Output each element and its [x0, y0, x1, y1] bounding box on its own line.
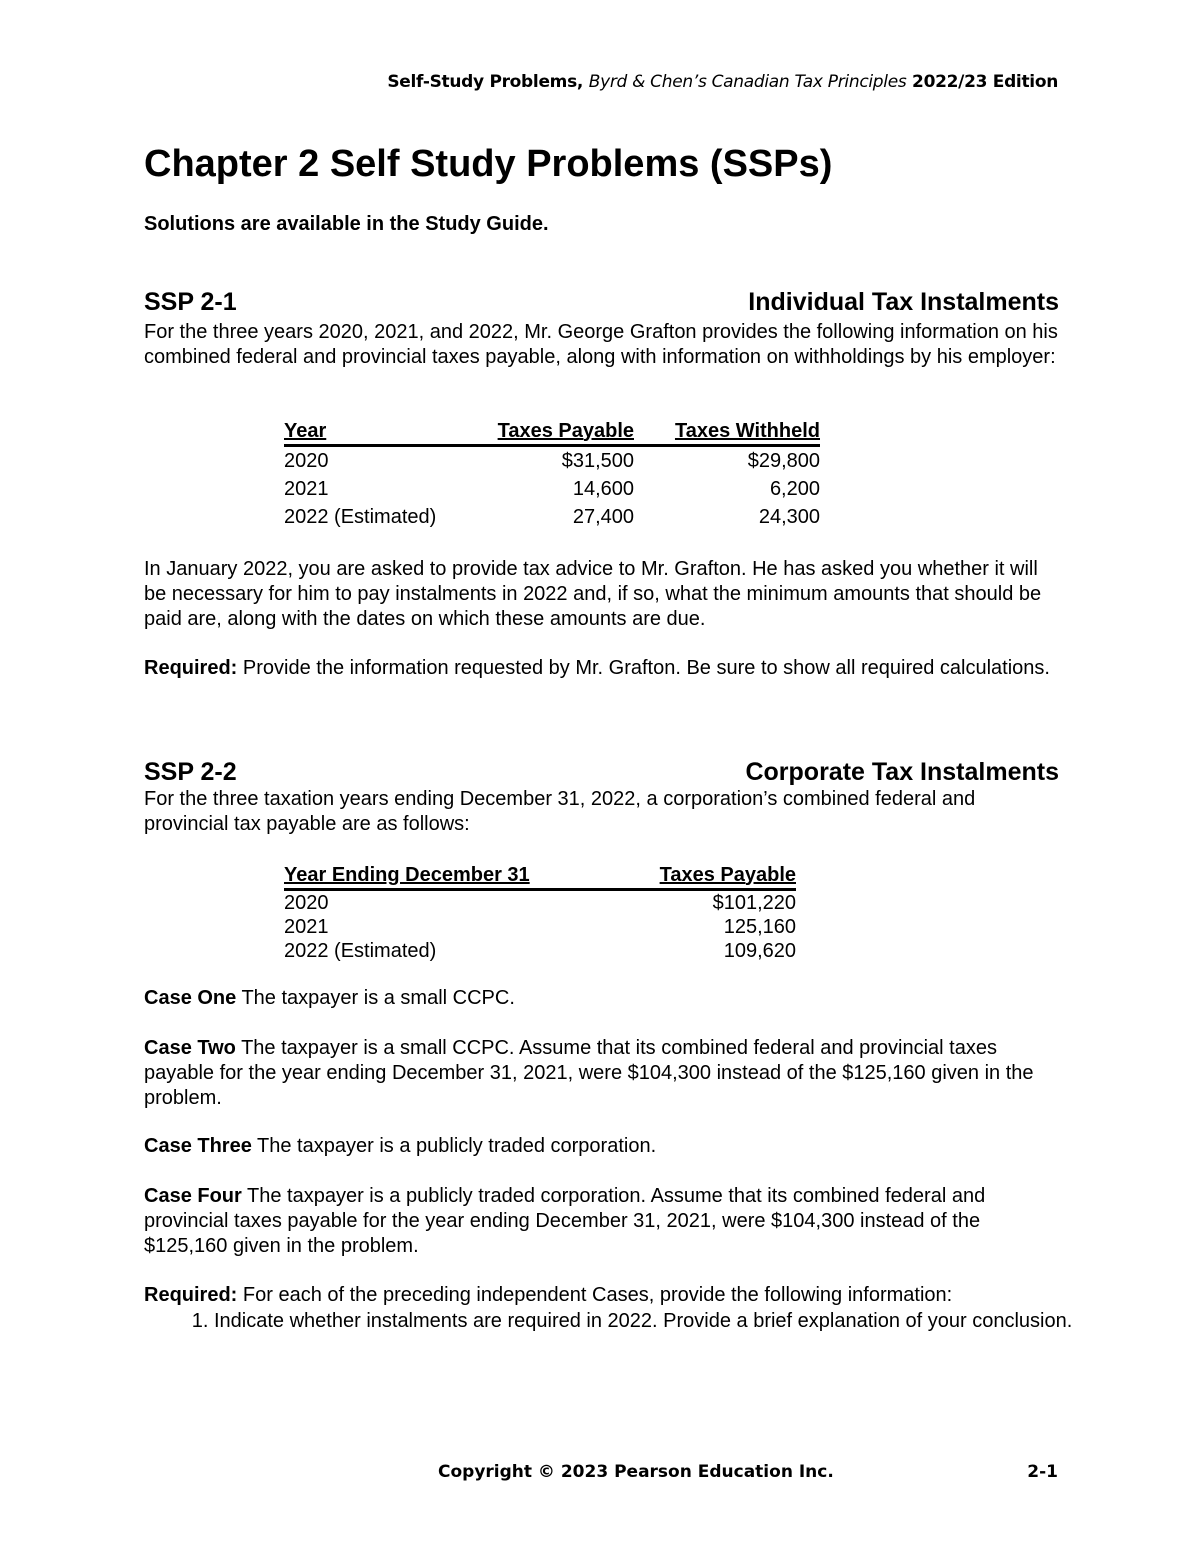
table-row: [284, 503, 820, 531]
table-row: [284, 475, 820, 503]
case-one: [144, 986, 1064, 1011]
ssp-2-1-table: [284, 418, 820, 531]
ssp-2-2-topic: Corporate Tax Instalments: [745, 758, 1059, 786]
case-text: The taxpayer is a publicly traded corporation.: [251, 1135, 657, 1157]
case-text: The taxpayer is a publicly traded corporation. Assume that its combined federal and provincial taxes payable for the year ending December 31, 2021, were $104,300 instead of the $125,160 given in the problem.: [144, 1185, 986, 1257]
case-label: Case One: [144, 987, 237, 1009]
table-row: [284, 915, 796, 939]
running-header-book-title: Byrd & Chen’s Canadian Tax Principles: [588, 72, 907, 92]
table-cell: $31,500: [561, 449, 634, 472]
table-cell: 2021: [284, 915, 329, 938]
column-header: Taxes Withheld: [674, 419, 820, 442]
table-row: [284, 890, 796, 916]
table-cell: 24,300: [758, 505, 820, 528]
table-cell: 125,160: [723, 915, 796, 938]
running-header: [387, 72, 1058, 92]
case-text: The taxpayer is a small CCPC. Assume that its combined federal and provincial taxes payable for the year ending December 31, 2021, were $104,300 instead of the $125,160 given in the problem.: [144, 1037, 1034, 1109]
ssp-2-1-required: [144, 656, 1064, 681]
required-text: Provide the information requested by Mr. Grafton. Be sure to show all required calculations.: [237, 657, 1050, 679]
case-four: [144, 1184, 1064, 1259]
list-item: 1. Indicate whether instalments are required in 2022. Provide a brief explanation of your conclusion.: [214, 1307, 1094, 1335]
table-cell: $101,220: [712, 891, 796, 914]
table-cell: 2020: [284, 891, 329, 914]
required-text: For each of the preceding independent Cases, provide the following information:: [237, 1284, 953, 1306]
ssp-2-2-required: [144, 1283, 1064, 1308]
column-header: Taxes Payable: [659, 863, 796, 886]
column-header: Year: [284, 419, 327, 442]
table-cell: 2021: [284, 477, 329, 500]
column-header: Taxes Payable: [497, 419, 634, 442]
table-cell: 6,200: [769, 477, 820, 500]
case-text: The taxpayer is a small CCPC.: [236, 987, 515, 1009]
table-header-row: [284, 418, 820, 446]
footer-page-number: 2-1: [1027, 1462, 1058, 1482]
required-label: Required:: [144, 657, 238, 679]
ssp-2-2-heading: [144, 758, 1059, 787]
running-header-part-a: Self-Study Problems,: [387, 72, 589, 92]
ssp-2-1-topic: Individual Tax Instalments: [748, 288, 1059, 316]
table-cell: 2020: [284, 449, 329, 472]
table-row: [284, 939, 796, 963]
ssp-2-1-body: In January 2022, you are asked to provide tax advice to Mr. Grafton. He has asked you whether it will be necessary for him to pay instalments in 2022 and, if so, what the minimum amounts that should be paid are, along with the dates on which these amounts are due.: [144, 558, 1042, 630]
chapter-title: Chapter 2 Self Study Problems (SSPs): [144, 143, 833, 185]
table-cell: 2022 (Estimated): [284, 939, 437, 962]
ssp-2-2-number: SSP 2-2: [144, 758, 237, 786]
footer-copyright: Copyright © 2023 Pearson Education Inc.: [438, 1462, 834, 1482]
table-cell: 2022 (Estimated): [284, 505, 437, 528]
ssp-2-2-intro: For the three taxation years ending December 31, 2022, a corporation’s combined federal and provincial tax payable are as follows:: [144, 788, 976, 835]
column-header: Year Ending December 31: [284, 863, 530, 886]
ssp-2-1-number: SSP 2-1: [144, 288, 237, 316]
table-row: [284, 446, 820, 476]
table-cell: 14,600: [572, 477, 634, 500]
ssp-2-2-table: [284, 862, 796, 963]
ssp-2-1-intro: For the three years 2020, 2021, and 2022, Mr. George Grafton provides the following information on his combined federal and provincial taxes payable, along with information on withholdings by his employer:: [144, 321, 1058, 368]
table-cell: $29,800: [747, 449, 820, 472]
required-label: Required:: [144, 1284, 238, 1306]
ssp-2-1-heading: [144, 288, 1059, 317]
chapter-subtitle: Solutions are available in the Study Guide.: [144, 213, 549, 235]
case-label: Case Three: [144, 1135, 252, 1157]
table-header-row: [284, 862, 796, 890]
case-label: Case Four: [144, 1185, 242, 1207]
running-header-part-b: 2022/23 Edition: [906, 72, 1058, 92]
case-two: [144, 1036, 1064, 1111]
table-cell: 109,620: [723, 939, 796, 962]
case-three: [144, 1134, 1064, 1159]
table-cell: 27,400: [572, 505, 634, 528]
case-label: Case Two: [144, 1037, 236, 1059]
required-list: [170, 1307, 1094, 1335]
